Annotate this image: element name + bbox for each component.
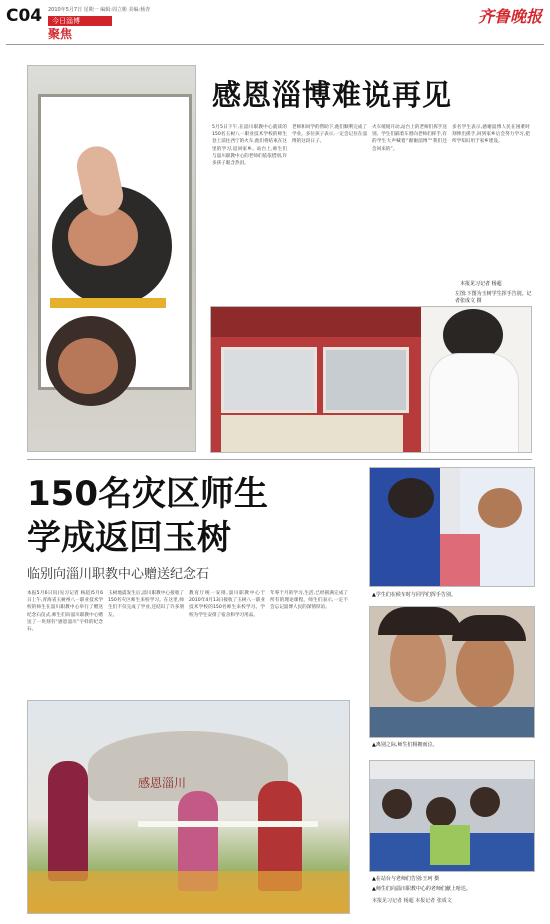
tearful-farewell-photo (369, 606, 535, 738)
train-window-photo (27, 65, 196, 452)
caption-b: ▲离别之际,师生们相拥而泣。 (372, 742, 438, 748)
section-badge: 今日淄博 (48, 16, 112, 26)
footer-credit: 本报见习记者 杨超 本报记者 张成文 (372, 898, 452, 904)
caption-bullet: ▲ (372, 886, 376, 892)
caption-bullet: ▲ (372, 876, 376, 882)
students-waiting-photo (369, 467, 535, 587)
khata-ceremony-photo: 感恩淄川 (27, 700, 350, 914)
story2-headline-line1: 150名灾区师生 (27, 474, 268, 514)
story1-byline: 本报见习记者 杨超 (460, 281, 502, 287)
caption-bullet: ▲ (372, 592, 376, 598)
story2-col4: 年零个月的学习,生活,已经圆满完成了所有的理论课程。师生们表示,一定不会忘记淄博人民的深情厚谊。 (270, 591, 348, 611)
train-farewell-photo (210, 306, 532, 453)
page-number: C04 (6, 6, 43, 26)
story2-headline-line2: 学成返回玉树 (27, 518, 231, 558)
story1-col3: 火车缓缓开动,站台上的老师们挥手送别。学生们隔着车窗向老师们挥手,有的学生大声喊着“谢谢淄博”“我们还会回来的”。 (372, 125, 447, 152)
caption-c: ▲在站台与老师们告别:王珂 摄 (372, 876, 440, 882)
train-carriage-photo (369, 760, 535, 872)
story2-col1: 本报5月6日讯(见习记者 杨超)5月6日上午,青海省玉树州八一职业技术学校的师生在淄川职教中心举行了赠送纪念石仪式,师生们向淄川职教中心赠送了一块刻有“感恩淄川”字样的纪念石。 (27, 591, 103, 633)
story2-col3: 教育厅统一安排,淄川职教中心于2010年4月13日接收了玉树八一职业技术学校的150名师生来校学习。学校为学生安排了宿舍和学习用品。 (189, 591, 265, 618)
caption-d: ▲师生们向淄川职教中心的老师们献上哈达。 (372, 886, 471, 892)
caption-a: ▲学生们在候车时与同学们挥手告别。 (372, 592, 456, 598)
story2-headline (27, 472, 347, 560)
story2-col2: 玉树地震发生后,淄川职教中心接收了150名灾区师生来校学习。在这里,师生们不仅完成了学业,还结识了许多朋友。 (108, 591, 184, 618)
story2-subhead: 临别向淄川职教中心赠送纪念石 (27, 567, 210, 582)
story1-photo-caption: 左图:下图为玉树学生挥手告别。记者张成文 摄 (455, 291, 532, 304)
header-meta: 2010年5月7日 星期一 编辑:周立彬 美编:杨青 (48, 7, 151, 13)
caption-bullet: ▲ (372, 742, 376, 748)
section-title: 聚焦 (48, 27, 73, 41)
story1-col1: 5月5日下午,在淄川职教中心就读的150名玉树八一职业技术学校的师生登上前往西宁的火车,他们将结束在这里的学习,返回家乡。站台上,师生们与淄川职教中心的老师们依依惜别,许多孩子眼含热泪。 (212, 125, 287, 167)
story1-headline: 感恩淄博难说再见 (212, 78, 453, 112)
brand-logo: 齐鲁晚报 (477, 7, 542, 26)
story1-col4: 多名学生表示,感谢淄博人民在困难时刻伸出援手,回到家乡后会努力学习,把所学知识用于家乡建设。 (452, 125, 530, 145)
story1-col2: 老师和同学的帮助下,他们顺利完成了学业。多位孩子表示,一定会记住在淄博的这段日子。 (292, 125, 367, 145)
